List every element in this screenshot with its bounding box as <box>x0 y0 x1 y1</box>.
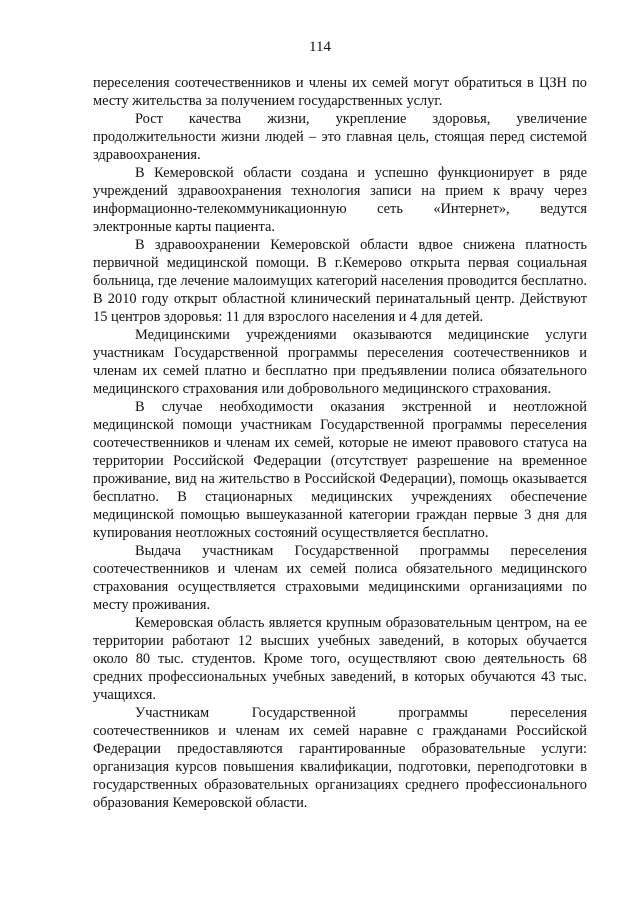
paragraph-insurance-policy: Выдача участникам Государственной программы переселения соотечественников и членам их семей полиса обязательного медицинского страхования осуществляется страховыми медицинскими организациями по месту проживания. <box>93 543 587 613</box>
paragraph-medical-services: Медицинскими учреждениями оказываются медицинские услуги участникам Государственной программы переселения соотечественников и членам их семей платно и бесплатно при предъявлении полиса обязательного медицинского страхования или добровольного медицинского страхования. <box>93 327 587 397</box>
paragraph-online-appointment: В Кемеровской области создана и успешно функционирует в ряде учреждений здравоохранения технология записи на прием к врачу через информационно-телекоммуникационную сеть «Интернет», ведутся электронные карты пациента. <box>93 165 587 235</box>
document-body <box>93 74 587 812</box>
paragraph-continuation: переселения соотечественников и члены их семей могут обратиться в ЦЗН по месту жительства за получением государственных услуг. <box>93 75 587 109</box>
paragraph-education-center: Кемеровская область является крупным образовательным центром, на ее территории работают 12 высших учебных заведений, в которых обучается около 80 тыс. студентов. Кроме того, осуществляют свою деятельность 68 средних профессиональных учебных заведений, в которых обучаются 43 тыс. учащихся. <box>93 615 587 703</box>
paragraph-emergency-care: В случае необходимости оказания экстренной и неотложной медицинской помощи участникам Государственной программы переселения соотечественников и членам их семей, которые не имеют правового статуса на территории Российской Федерации (отсутствует разрешение на временное проживание, вид на жительство в Российской Федерации), помощь оказывается бесплатно. В стационарных медицинских учреждениях обеспечение медицинской помощью вышеуказанной категории граждан первые 3 дня для купирования неотложных состояний осуществляется бесплатно. <box>93 399 587 541</box>
page-number: 114 <box>309 39 331 55</box>
paragraph-educational-services: Участникам Государственной программы переселения соотечественников и членам их семей наравне с гражданами Российской Федерации предоставляются гарантированные образовательные услуги: организация курсов повышения квалификации, подготовки, переподготовки в государственных образовательных организациях среднего профессионального образования Кемеровской области. <box>93 705 587 811</box>
paragraph-healthcare-goal: Рост качества жизни, укрепление здоровья, увеличение продолжительности жизни людей – это главная цель, стоящая перед системой здравоохранения. <box>93 111 587 163</box>
paragraph-primary-care: В здравоохранении Кемеровской области вдвое снижена платность первичной медицинской помощи. В г.Кемерово открыта первая социальная больница, где лечение малоимущих категорий населения проводится бесплатно. В 2010 году открыт областной клинический перинатальный центр. Действуют 15 центров здоровья: 11 для взрослого населения и 4 для детей. <box>93 237 587 325</box>
